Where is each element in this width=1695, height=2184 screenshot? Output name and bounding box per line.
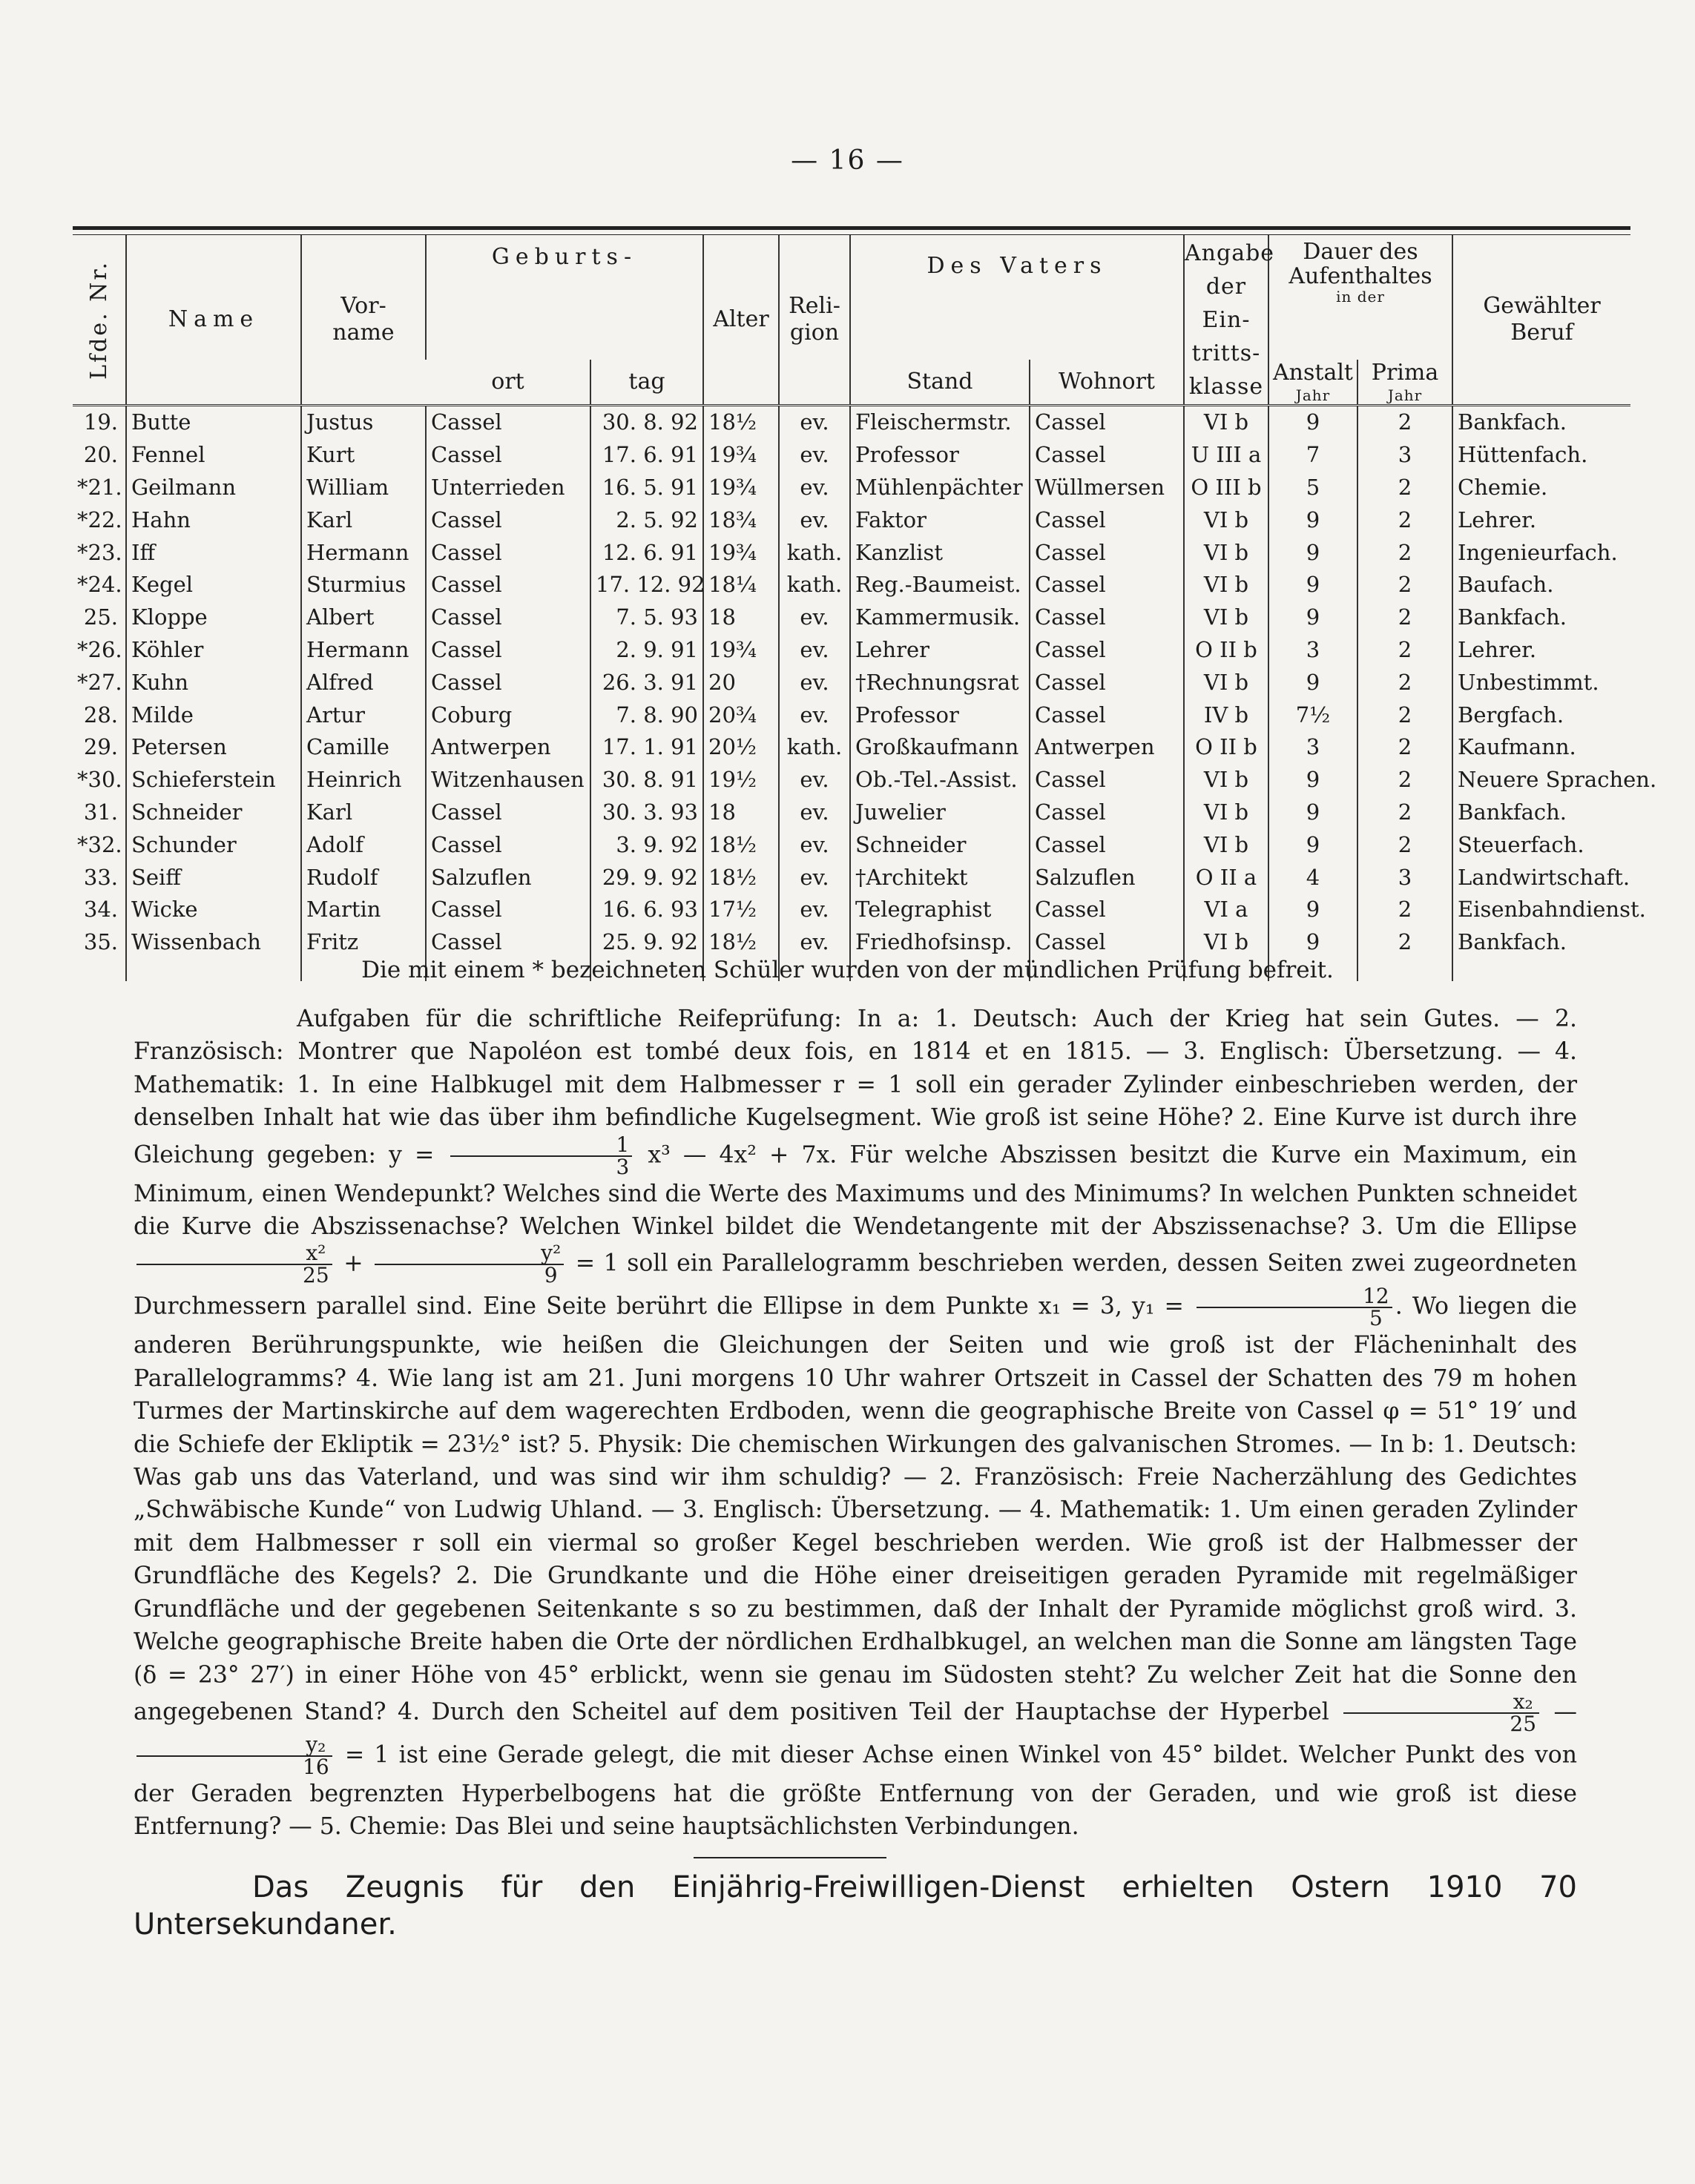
row-number: *24. xyxy=(77,572,122,598)
row-age: 18¼ xyxy=(703,569,779,601)
row-years-prima: 2 xyxy=(1357,764,1452,796)
header-vater-stand: Stand xyxy=(850,360,1030,406)
tasks-part-2: x³ — 4x² + 7x. Für welche Abszissen besitzt die Kurve ein Maximum, ein Minimum, einen Wendepunkt? Welches sind die Werte des Maximums und des Minimums? In welchen Punkten schneidet die Kurve die Abszissenachse? Welchen Winkel bildet die Wendetangente mit der Abszissenachse? 3. Um die Ellipse xyxy=(134,1141,1577,1241)
row-birthdate: 7. 5. 93 xyxy=(590,601,703,634)
row-birthdate: 2. 5. 92 xyxy=(590,504,703,536)
fraction-denominator: 25 xyxy=(1510,1711,1537,1736)
tasks-part-5: = 1 ist eine Gerade gelegt, die mit dieser Achse einen Winkel von 45° bildet. Welcher Punkt des von der Geraden begrenzten Hyperbelbogens hat die größte Entfernung von der Geraden, und wie groß ist diese Entfernung? — 5. Chemie: Das Blei und seine hauptsächlichsten Verbindungen. xyxy=(134,1741,1578,1841)
row-father-residence: Cassel xyxy=(1030,406,1184,439)
row-father-residence: Salzuflen xyxy=(1030,861,1184,894)
row-father-residence: Cassel xyxy=(1030,569,1184,601)
row-age: 19¾ xyxy=(703,439,779,472)
row-years-school: 3 xyxy=(1268,731,1357,764)
plus-sign: + xyxy=(343,1250,363,1277)
row-vorname: Martin xyxy=(301,894,426,926)
row-name: Geilmann xyxy=(126,472,301,504)
row-religion: ev. xyxy=(779,894,850,926)
row-age: 20 xyxy=(703,666,779,699)
header-anstalt xyxy=(1268,360,1357,406)
row-religion: ev. xyxy=(779,796,850,829)
row-father-occupation: Faktor xyxy=(850,504,1030,536)
table-row xyxy=(73,504,1630,536)
row-years-prima: 2 xyxy=(1357,569,1452,601)
row-vorname: Camille xyxy=(301,731,426,764)
row-father-occupation: Fleischermstr. xyxy=(850,406,1030,439)
header-prima xyxy=(1357,360,1452,406)
row-father-residence: Cassel xyxy=(1030,926,1184,959)
row-birthplace: Antwerpen xyxy=(426,731,590,764)
closing-statement: Das Zeugnis für den Einjährig-Freiwilligen-Dienst erhielten Ostern 1910 70 Untersekundaner. xyxy=(134,1870,1577,1941)
table-row xyxy=(73,569,1630,601)
row-name: Petersen xyxy=(126,731,301,764)
row-age: 17½ xyxy=(703,894,779,926)
row-birthplace: Cassel xyxy=(426,601,590,634)
fraction-numerator: 1 xyxy=(450,1135,633,1157)
row-father-residence: Antwerpen xyxy=(1030,731,1184,764)
row-number: 25. xyxy=(83,604,118,630)
row-years-school: 9 xyxy=(1268,666,1357,699)
table-row xyxy=(73,601,1630,634)
row-career: Unbestimmt. xyxy=(1452,666,1630,699)
header-name: Name xyxy=(126,235,301,406)
row-age: 18½ xyxy=(703,828,779,861)
row-name: Fennel xyxy=(126,439,301,472)
row-age: 18 xyxy=(703,796,779,829)
row-father-occupation: †Rechnungsrat xyxy=(850,666,1030,699)
row-birthplace: Cassel xyxy=(426,828,590,861)
row-birthplace: Cassel xyxy=(426,536,590,569)
fraction-denominator: 3 xyxy=(616,1154,630,1179)
row-religion: kath. xyxy=(779,536,850,569)
row-number: *23. xyxy=(77,539,122,565)
row-age: 19¾ xyxy=(703,536,779,569)
row-vorname: Rudolf xyxy=(301,861,426,894)
row-name: Milde xyxy=(126,699,301,731)
row-years-school: 9 xyxy=(1268,828,1357,861)
row-father-residence: Cassel xyxy=(1030,666,1184,699)
fraction-denominator: 25 xyxy=(303,1263,329,1288)
row-years-school: 9 xyxy=(1268,796,1357,829)
fraction-numerator: x₂ xyxy=(1343,1692,1539,1714)
row-religion: ev. xyxy=(779,406,850,439)
table-row xyxy=(73,894,1630,926)
row-age: 18¾ xyxy=(703,504,779,536)
row-name: Butte xyxy=(126,406,301,439)
row-entry-class: VI a xyxy=(1184,894,1268,926)
row-father-occupation: Kammermusik. xyxy=(850,601,1030,634)
row-vorname: Karl xyxy=(301,796,426,829)
row-vorname: Sturmius xyxy=(301,569,426,601)
table-row xyxy=(73,439,1630,472)
row-birthdate: 7. 8. 90 xyxy=(590,699,703,731)
footnote: Die mit einem * bezeichneten Schüler wurden von der mündlichen Prüfung befreit. xyxy=(361,957,1334,983)
row-years-school: 5 xyxy=(1268,472,1357,504)
register-table xyxy=(73,235,1657,981)
row-vorname: Heinrich xyxy=(301,764,426,796)
row-vorname: Karl xyxy=(301,504,426,536)
row-entry-class: VI b xyxy=(1184,406,1268,439)
header-vater: Des Vaters xyxy=(850,235,1184,360)
table-row xyxy=(73,699,1630,731)
header-vater-wohnort: Wohnort xyxy=(1030,360,1184,406)
row-father-residence: Cassel xyxy=(1030,601,1184,634)
row-entry-class: VI b xyxy=(1184,504,1268,536)
row-age: 18½ xyxy=(703,406,779,439)
row-age: 19¾ xyxy=(703,634,779,667)
row-age: 20¾ xyxy=(703,699,779,731)
fraction-numerator: y² xyxy=(375,1243,564,1265)
row-name: Wissenbach xyxy=(126,926,301,959)
table-row xyxy=(73,764,1630,796)
row-birthdate: 30. 3. 93 xyxy=(590,796,703,829)
row-career: Bergfach. xyxy=(1452,699,1630,731)
tasks-part-4: . Wo liegen die anderen Berührungspunkte, wie heißen die Gleichungen der Seiten und wie groß ist der Flächeninhalt des Parallelogramms? 4. Wie lang ist am 21. Juni morgens 10 Uhr wahrer Ortszeit in Cassel der Schatten des 79 m hohen Turmes der Martinskirche auf dem wagerechten Erdboden, wenn die geographische Breite von Cassel φ = 51° 19′ und die Schiefe der Ekliptik = 23½° ist? 5. Physik: Die chemischen Wirkungen des galvanischen Stromes. — In b: 1. Deutsch: Was gab uns das Vaterland, und was sind wir ihm schuldig? — 2. Französisch: Freie Nacherzählung des Gedichtes „Schwäbische Kunde“ von Ludwig Uhland. — 3. Englisch: Übersetzung. — 4. Mathematik: 1. Um einen geraden Zylinder mit dem Halbmesser r soll ein viermal so großer Kegel beschrieben werden. Wie groß ist der Halbmesser der Grundfläche des Kegels? 2. Die Grundkante und die Höhe einer dreiseitigen geraden Pyramide mit regelmäßiger Grundfläche und der gegebenen Seitenkante s so zu bestimmen, daß der Inhalt der Pyramide möglichst groß wird. 3. Welche geographische Breite haben die Orte der nördlichen Erdhalbkugel, an welchen man die Sonne am längsten Tage (δ = 23° 27′) in einer Höhe von 45° erblickt, wenn sie genau im Südosten steht? Zu welcher Zeit hat die Sonne den angegebenen Stand? 4. Durch den Scheitel auf dem positiven Teil der Hauptachse der Hyperbel xyxy=(134,1293,1577,1726)
row-father-occupation: Kanzlist xyxy=(850,536,1030,569)
row-father-occupation: †Architekt xyxy=(850,861,1030,894)
row-entry-class: U III a xyxy=(1184,439,1268,472)
row-years-prima: 2 xyxy=(1357,666,1452,699)
row-years-prima: 3 xyxy=(1357,439,1452,472)
row-birthplace: Salzuflen xyxy=(426,861,590,894)
row-birthplace: Cassel xyxy=(426,894,590,926)
row-religion: ev. xyxy=(779,439,850,472)
table-row xyxy=(73,536,1630,569)
header-alter: Alter xyxy=(703,235,779,406)
header-dauer xyxy=(1268,235,1452,360)
row-career: Lehrer. xyxy=(1452,634,1630,667)
row-number: 19. xyxy=(83,409,118,435)
row-years-school: 4 xyxy=(1268,861,1357,894)
header-geburts: Geburts- xyxy=(426,235,703,360)
row-vorname: Kurt xyxy=(301,439,426,472)
fraction-y2-16 xyxy=(136,1732,332,1779)
row-years-prima: 2 xyxy=(1357,504,1452,536)
row-career: Neuere Sprachen. xyxy=(1452,764,1630,796)
row-father-occupation: Schneider xyxy=(850,828,1030,861)
table-row xyxy=(73,926,1630,959)
row-father-occupation: Lehrer xyxy=(850,634,1030,667)
row-career: Eisenbahndienst. xyxy=(1452,894,1630,926)
row-father-residence: Cassel xyxy=(1030,894,1184,926)
row-vorname: Hermann xyxy=(301,536,426,569)
row-birthplace: Witzenhausen xyxy=(426,764,590,796)
row-number: *32. xyxy=(77,831,122,857)
row-name: Seiff xyxy=(126,861,301,894)
fraction-y2-9 xyxy=(375,1243,564,1286)
row-entry-class: VI b xyxy=(1184,601,1268,634)
row-father-occupation: Ob.-Tel.-Assist. xyxy=(850,764,1030,796)
row-vorname: Alfred xyxy=(301,666,426,699)
row-name: Iff xyxy=(126,536,301,569)
row-number: 35. xyxy=(83,929,118,955)
header-prima-label: Prima xyxy=(1371,360,1439,386)
row-years-prima: 2 xyxy=(1357,796,1452,829)
table-row xyxy=(73,861,1630,894)
row-father-occupation: Friedhofsinsp. xyxy=(850,926,1030,959)
row-career: Landwirtschaft. xyxy=(1452,861,1630,894)
row-years-prima: 2 xyxy=(1357,828,1452,861)
row-career: Bankfach. xyxy=(1452,926,1630,959)
row-religion: kath. xyxy=(779,569,850,601)
row-vorname: Justus xyxy=(301,406,426,439)
row-birthdate: 30. 8. 91 xyxy=(590,764,703,796)
row-career: Steuerfach. xyxy=(1452,828,1630,861)
header-dauer-label: Dauer des Aufenthaltes xyxy=(1288,239,1432,289)
row-birthdate: 17. 12. 92 xyxy=(590,569,703,601)
row-name: Kegel xyxy=(126,569,301,601)
row-years-school: 3 xyxy=(1268,634,1357,667)
section-separator xyxy=(694,1857,886,1858)
row-father-occupation: Telegraphist xyxy=(850,894,1030,926)
page-number: — 16 — xyxy=(791,145,904,176)
row-career: Bankfach. xyxy=(1452,406,1630,439)
row-years-school: 9 xyxy=(1268,764,1357,796)
row-vorname: Adolf xyxy=(301,828,426,861)
row-years-prima: 2 xyxy=(1357,699,1452,731)
header-geburts-tag: tag xyxy=(590,360,703,406)
header-beruf: Gewählter Beruf xyxy=(1452,235,1630,406)
row-father-residence: Cassel xyxy=(1030,439,1184,472)
row-age: 18½ xyxy=(703,926,779,959)
row-birthplace: Cassel xyxy=(426,439,590,472)
row-birthdate: 17. 1. 91 xyxy=(590,731,703,764)
row-religion: ev. xyxy=(779,504,850,536)
row-years-school: 9 xyxy=(1268,504,1357,536)
row-years-school: 9 xyxy=(1268,894,1357,926)
row-birthplace: Cassel xyxy=(426,406,590,439)
row-religion: ev. xyxy=(779,828,850,861)
row-name: Köhler xyxy=(126,634,301,667)
header-angabe: Angabe der Ein-tritts-klasse xyxy=(1184,235,1268,406)
row-years-prima: 2 xyxy=(1357,472,1452,504)
row-birthdate: 12. 6. 91 xyxy=(590,536,703,569)
row-birthplace: Cassel xyxy=(426,569,590,601)
row-religion: ev. xyxy=(779,601,850,634)
row-birthplace: Cassel xyxy=(426,796,590,829)
row-vorname: Albert xyxy=(301,601,426,634)
row-father-occupation: Reg.-Baumeist. xyxy=(850,569,1030,601)
row-years-prima: 2 xyxy=(1357,731,1452,764)
row-years-prima: 2 xyxy=(1357,536,1452,569)
row-years-prima: 2 xyxy=(1357,634,1452,667)
row-entry-class: VI b xyxy=(1184,569,1268,601)
row-years-prima: 2 xyxy=(1357,894,1452,926)
row-name: Schunder xyxy=(126,828,301,861)
row-career: Bankfach. xyxy=(1452,601,1630,634)
row-years-school: 9 xyxy=(1268,569,1357,601)
row-vorname: Hermann xyxy=(301,634,426,667)
row-father-occupation: Professor xyxy=(850,439,1030,472)
row-birthplace: Cassel xyxy=(426,926,590,959)
row-entry-class: VI b xyxy=(1184,764,1268,796)
row-years-school: 7 xyxy=(1268,439,1357,472)
student-register xyxy=(73,226,1657,981)
header-jahr-prima: Jahr xyxy=(1387,386,1423,404)
row-birthdate: 3. 9. 92 xyxy=(590,828,703,861)
row-father-occupation: Professor xyxy=(850,699,1030,731)
fraction-denominator: 16 xyxy=(303,1754,329,1779)
header-jahr-anstalt: Jahr xyxy=(1295,386,1331,404)
row-number: 20. xyxy=(83,442,118,468)
row-entry-class: VI b xyxy=(1184,536,1268,569)
row-religion: ev. xyxy=(779,764,850,796)
row-name: Schneider xyxy=(126,796,301,829)
row-religion: ev. xyxy=(779,861,850,894)
row-age: 18 xyxy=(703,601,779,634)
row-number: 31. xyxy=(83,799,118,825)
row-birthdate: 2. 9. 91 xyxy=(590,634,703,667)
table-row xyxy=(73,472,1630,504)
row-years-school: 7½ xyxy=(1268,699,1357,731)
row-number: 34. xyxy=(83,897,118,923)
row-name: Kloppe xyxy=(126,601,301,634)
row-name: Hahn xyxy=(126,504,301,536)
row-career: Ingenieurfach. xyxy=(1452,536,1630,569)
row-birthplace: Cassel xyxy=(426,666,590,699)
row-career: Baufach. xyxy=(1452,569,1630,601)
row-birthdate: 17. 6. 91 xyxy=(590,439,703,472)
row-number: 28. xyxy=(83,702,118,728)
top-rule xyxy=(73,226,1630,230)
row-vorname: Fritz xyxy=(301,926,426,959)
row-father-occupation: Mühlenpächter xyxy=(850,472,1030,504)
row-career: Hüttenfach. xyxy=(1452,439,1630,472)
table-row xyxy=(73,731,1630,764)
row-entry-class: VI b xyxy=(1184,926,1268,959)
table-row xyxy=(73,796,1630,829)
header-geburts-ort: ort xyxy=(426,360,590,406)
row-father-residence: Cassel xyxy=(1030,634,1184,667)
row-father-residence: Cassel xyxy=(1030,504,1184,536)
row-name: Wicke xyxy=(126,894,301,926)
table-row xyxy=(73,634,1630,667)
row-entry-class: VI b xyxy=(1184,796,1268,829)
row-age: 19½ xyxy=(703,764,779,796)
row-entry-class: IV b xyxy=(1184,699,1268,731)
fraction-numerator: x² xyxy=(136,1243,332,1265)
row-birthplace: Cassel xyxy=(426,634,590,667)
header-in-der: in der xyxy=(1336,288,1385,306)
row-father-occupation: Juwelier xyxy=(850,796,1030,829)
tasks-part-3: = 1 soll ein Parallelogramm beschrieben werden, dessen Seiten zwei zugeordneten Durchmessern parallel sind. Eine Seite berührt die Ellipse in dem Punkte x₁ = 3, y₁ = xyxy=(134,1250,1578,1320)
fraction-numerator: y₂ xyxy=(136,1735,332,1757)
minus-sign: — xyxy=(1553,1698,1578,1726)
fraction-numerator: 12 xyxy=(1197,1286,1392,1308)
fraction-denominator: 9 xyxy=(544,1263,558,1288)
fraction-one-third xyxy=(450,1132,633,1179)
row-years-school: 9 xyxy=(1268,536,1357,569)
row-birthdate: 16. 5. 91 xyxy=(590,472,703,504)
row-father-residence: Cassel xyxy=(1030,699,1184,731)
row-entry-class: VI b xyxy=(1184,666,1268,699)
tasks-part-1: Aufgaben für die schriftliche Reifeprüfung: In a: 1. Deutsch: Auch der Krieg hat sein Gutes. — 2. Französisch: Montrer que Napoléon est tombé deux fois, en 1814 et en 1815. — 3. Englisch: Übersetzung. — 4. Mathematik: 1. In eine Halbkugel mit dem Halbmesser r = 1 soll ein gerader Zylinder einbeschrieben werden, der denselben Inhalt hat wie das über ihm befindliche Kugelsegment. Wie groß ist seine Höhe? 2. Eine Kurve ist durch ihre Gleichung gegeben: y = xyxy=(134,1006,1577,1169)
row-entry-class: O II a xyxy=(1184,861,1268,894)
row-name: Schieferstein xyxy=(126,764,301,796)
row-birthplace: Unterrieden xyxy=(426,472,590,504)
row-years-school: 9 xyxy=(1268,601,1357,634)
row-father-residence: Cassel xyxy=(1030,764,1184,796)
header-lfde-nr: Lfde. Nr. xyxy=(73,235,126,406)
row-name: Kuhn xyxy=(126,666,301,699)
row-vorname: William xyxy=(301,472,426,504)
row-religion: ev. xyxy=(779,472,850,504)
row-years-school: 9 xyxy=(1268,406,1357,439)
row-religion: ev. xyxy=(779,666,850,699)
row-entry-class: O II b xyxy=(1184,731,1268,764)
row-father-residence: Wüllmersen xyxy=(1030,472,1184,504)
row-years-prima: 2 xyxy=(1357,926,1452,959)
row-father-occupation: Großkaufmann xyxy=(850,731,1030,764)
row-birthdate: 16. 6. 93 xyxy=(590,894,703,926)
row-number: *22. xyxy=(77,507,122,532)
row-years-prima: 2 xyxy=(1357,601,1452,634)
header-vorname: Vor- name xyxy=(301,235,426,406)
row-vorname: Artur xyxy=(301,699,426,731)
table-row xyxy=(73,828,1630,861)
row-number: 29. xyxy=(83,734,118,760)
table-row xyxy=(73,406,1630,439)
header-religion: Reli- gion xyxy=(779,235,850,406)
row-years-school: 9 xyxy=(1268,926,1357,959)
fraction-12-5 xyxy=(1197,1286,1392,1329)
row-number: *27. xyxy=(77,669,122,695)
row-number: 33. xyxy=(83,864,118,890)
row-birthplace: Coburg xyxy=(426,699,590,731)
row-number: *26. xyxy=(77,636,122,662)
fraction-x2-25 xyxy=(136,1243,332,1286)
row-age: 18½ xyxy=(703,861,779,894)
row-career: Bankfach. xyxy=(1452,796,1630,829)
row-father-residence: Cassel xyxy=(1030,828,1184,861)
row-religion: ev. xyxy=(779,699,850,731)
row-entry-class: VI b xyxy=(1184,828,1268,861)
row-religion: ev. xyxy=(779,634,850,667)
row-birthdate: 29. 9. 92 xyxy=(590,861,703,894)
row-entry-class: O III b xyxy=(1184,472,1268,504)
row-religion: kath. xyxy=(779,731,850,764)
row-number: *21. xyxy=(77,474,122,500)
row-birthdate: 25. 9. 92 xyxy=(590,926,703,959)
row-father-residence: Cassel xyxy=(1030,796,1184,829)
row-career: Chemie. xyxy=(1452,472,1630,504)
table-row xyxy=(73,666,1630,699)
row-entry-class: O II b xyxy=(1184,634,1268,667)
row-years-prima: 2 xyxy=(1357,406,1452,439)
fraction-x2-25-hyperbel xyxy=(1343,1689,1539,1736)
row-number: *30. xyxy=(77,767,122,793)
row-birthdate: 30. 8. 92 xyxy=(590,406,703,439)
row-career: Kaufmann. xyxy=(1452,731,1630,764)
row-age: 20½ xyxy=(703,731,779,764)
exam-tasks xyxy=(134,1003,1577,1844)
row-years-prima: 3 xyxy=(1357,861,1452,894)
header-anstalt-label: Anstalt xyxy=(1273,360,1353,386)
row-age: 19¾ xyxy=(703,472,779,504)
row-birthplace: Cassel xyxy=(426,504,590,536)
row-career: Lehrer. xyxy=(1452,504,1630,536)
fraction-denominator: 5 xyxy=(1369,1306,1383,1331)
row-father-residence: Cassel xyxy=(1030,536,1184,569)
row-religion: ev. xyxy=(779,926,850,959)
row-birthdate: 26. 3. 91 xyxy=(590,666,703,699)
